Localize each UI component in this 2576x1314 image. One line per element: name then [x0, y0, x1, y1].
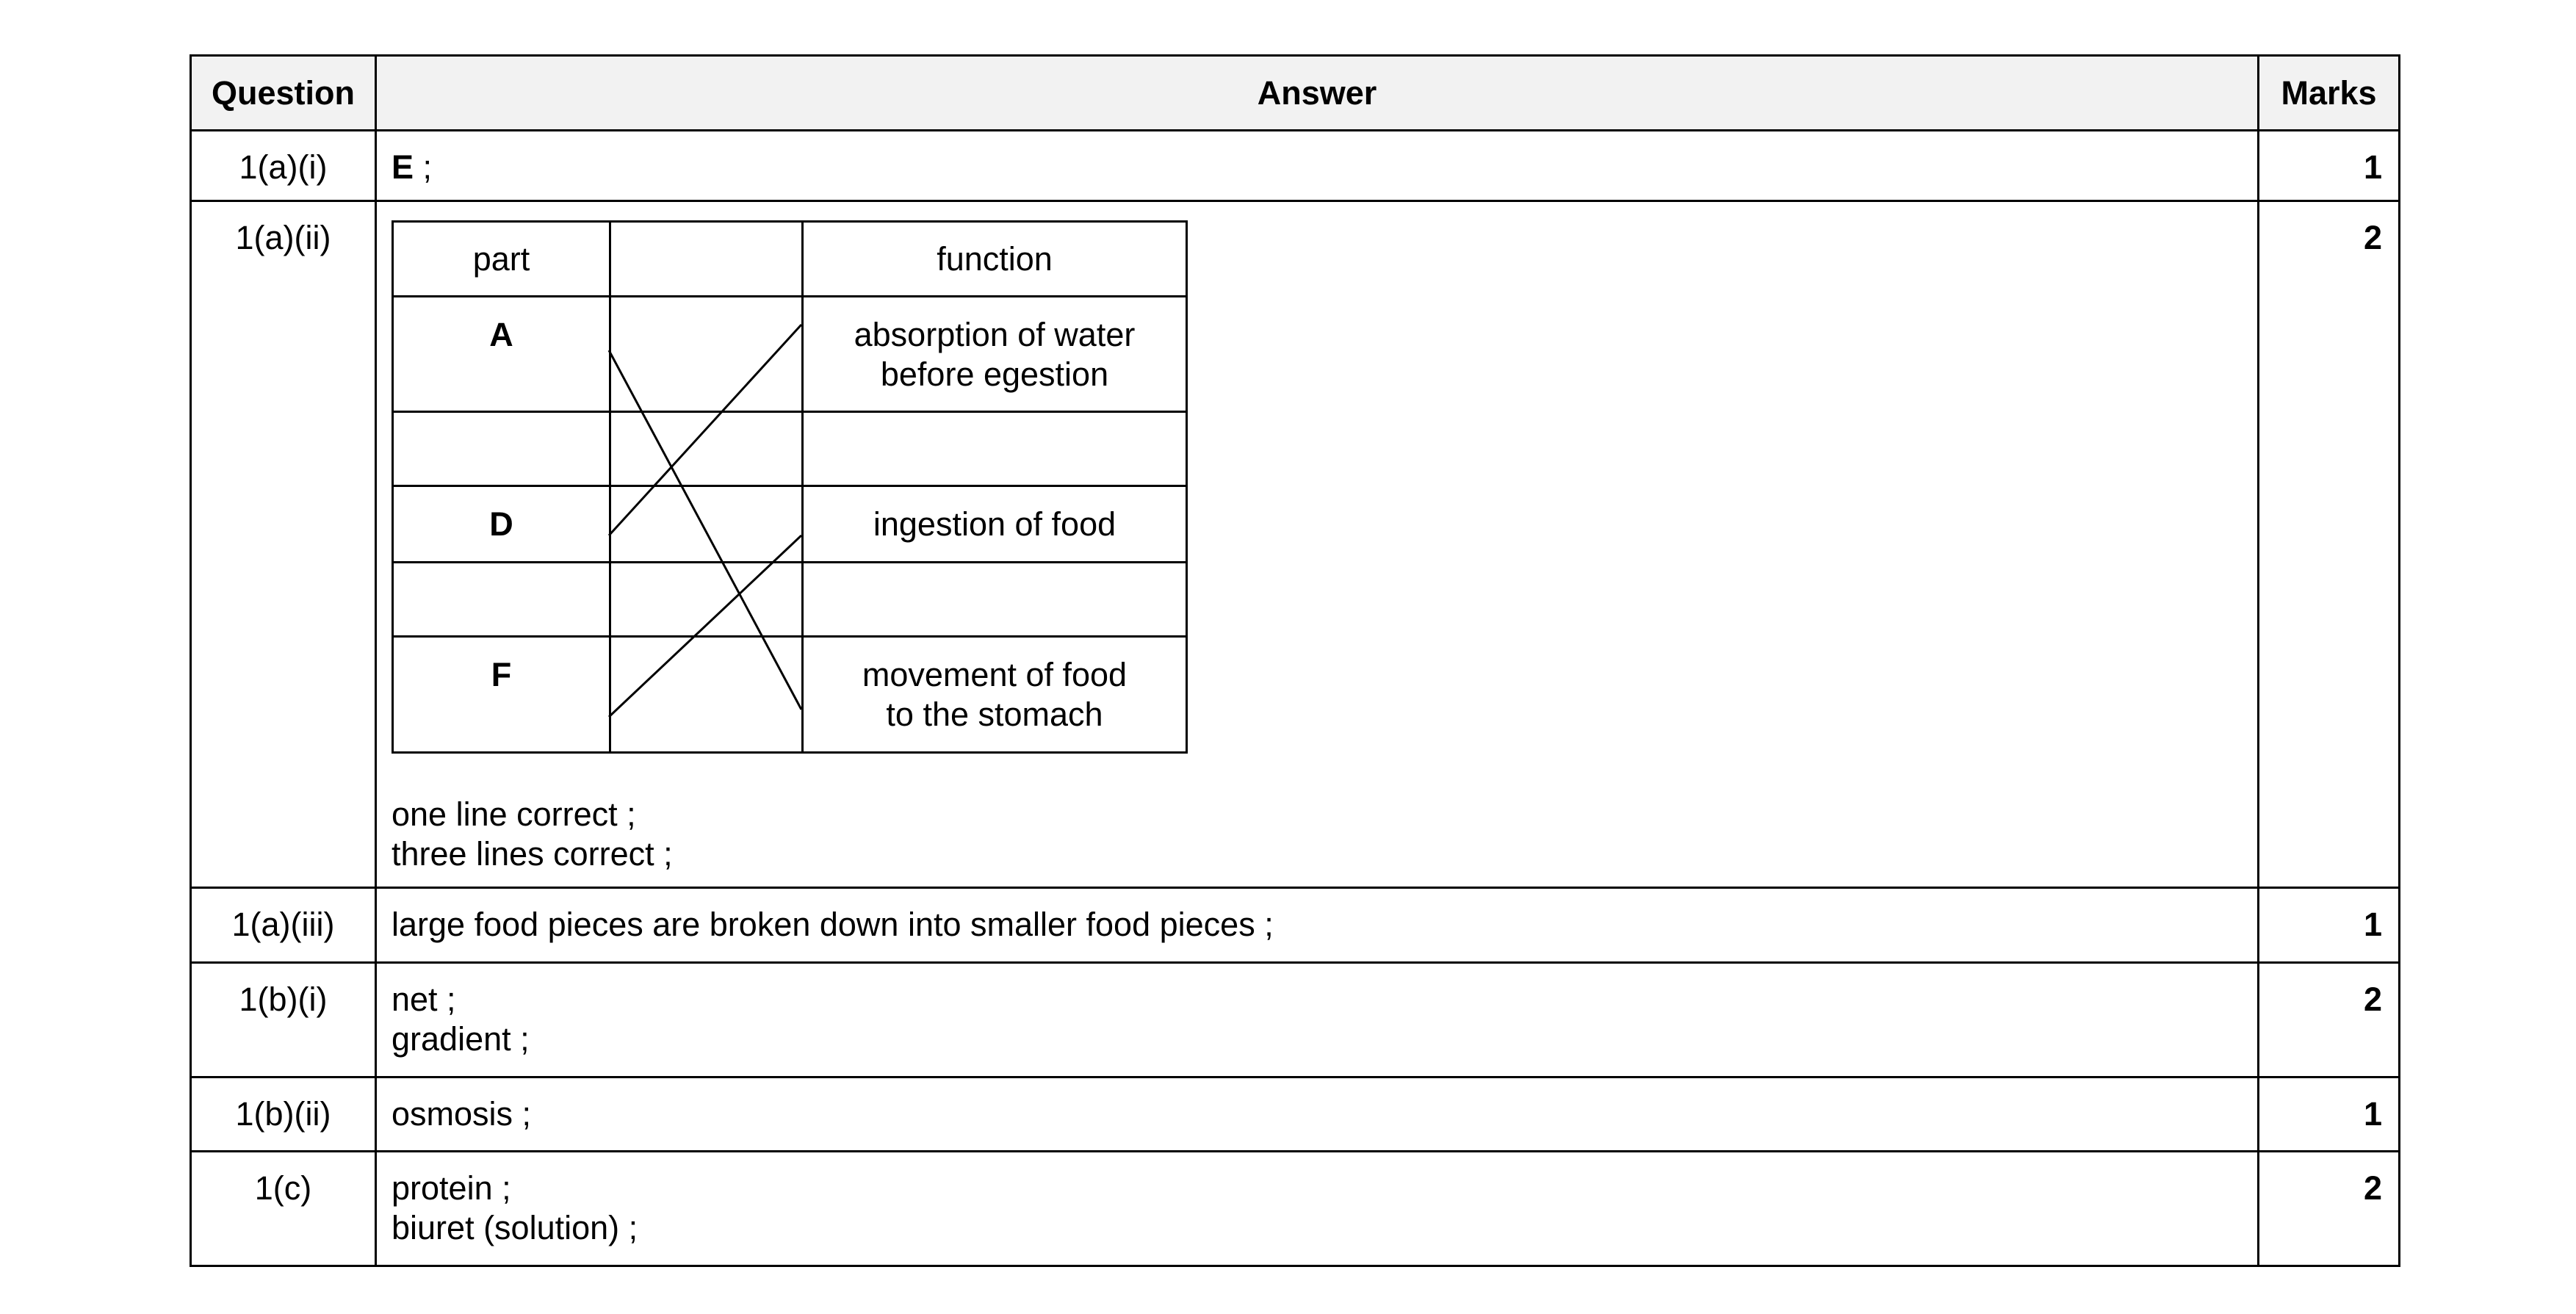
part-label: A: [393, 297, 610, 412]
function-label: movement of food to the stomach: [803, 637, 1187, 753]
answer-cell: protein ; biuret (solution) ;: [376, 1152, 2259, 1266]
marks-cell: 2: [2259, 201, 2400, 888]
connector-cell: [610, 486, 803, 563]
question-cell: 1(a)(i): [191, 131, 376, 201]
marks-cell: 1: [2259, 1077, 2400, 1152]
matching-row: [393, 486, 1187, 563]
marks-cell: 2: [2259, 963, 2400, 1077]
table-row: [191, 131, 2400, 201]
table-row: [191, 888, 2400, 963]
matching-header-row: [393, 222, 1187, 297]
answer-cell: large food pieces are broken down into smaller food pieces ;: [376, 888, 2259, 963]
header-row: [191, 56, 2400, 131]
matching-row: [393, 297, 1187, 412]
matching-diagram: [392, 220, 1186, 751]
function-label: [803, 412, 1187, 486]
answer-suffix: ;: [414, 148, 433, 186]
part-label: [393, 563, 610, 637]
connector-cell: [610, 412, 803, 486]
matching-row: [393, 412, 1187, 486]
question-cell: 1(a)(ii): [191, 201, 376, 888]
question-cell: 1(c): [191, 1152, 376, 1266]
answer-cell: net ; gradient ;: [376, 963, 2259, 1077]
connector-cell: [610, 297, 803, 412]
connector-cell: [610, 637, 803, 753]
table-row: [191, 1077, 2400, 1152]
function-label: ingestion of food: [803, 486, 1187, 563]
marks-cell: 2: [2259, 1152, 2400, 1266]
note-line: one line correct ;: [392, 795, 636, 833]
marks-cell: 1: [2259, 131, 2400, 201]
table-row: [191, 963, 2400, 1077]
answer-cell: [376, 201, 2259, 888]
part-label: [393, 412, 610, 486]
middle-header: [610, 222, 803, 297]
question-cell: 1(b)(i): [191, 963, 376, 1077]
matching-row: [393, 637, 1187, 753]
matching-row: [393, 563, 1187, 637]
function-header: function: [803, 222, 1187, 297]
matching-table: [392, 220, 1188, 754]
question-cell: 1(b)(ii): [191, 1077, 376, 1152]
answer-header: Answer: [376, 56, 2259, 131]
part-label: D: [393, 486, 610, 563]
function-label: [803, 563, 1187, 637]
answer-cell: osmosis ;: [376, 1077, 2259, 1152]
function-label: absorption of water before egestion: [803, 297, 1187, 412]
mark-scheme-table: [190, 54, 2400, 1267]
note-line: three lines correct ;: [392, 835, 673, 873]
table-row: [191, 1152, 2400, 1266]
answer-letter: E: [392, 148, 414, 186]
question-cell: 1(a)(iii): [191, 888, 376, 963]
part-header: part: [393, 222, 610, 297]
connector-cell: [610, 563, 803, 637]
marking-notes: [392, 795, 2243, 874]
part-label: F: [393, 637, 610, 753]
table-row: [191, 201, 2400, 888]
answer-cell: [376, 131, 2259, 201]
question-header: Question: [191, 56, 376, 131]
marks-cell: 1: [2259, 888, 2400, 963]
marks-header: Marks: [2259, 56, 2400, 131]
